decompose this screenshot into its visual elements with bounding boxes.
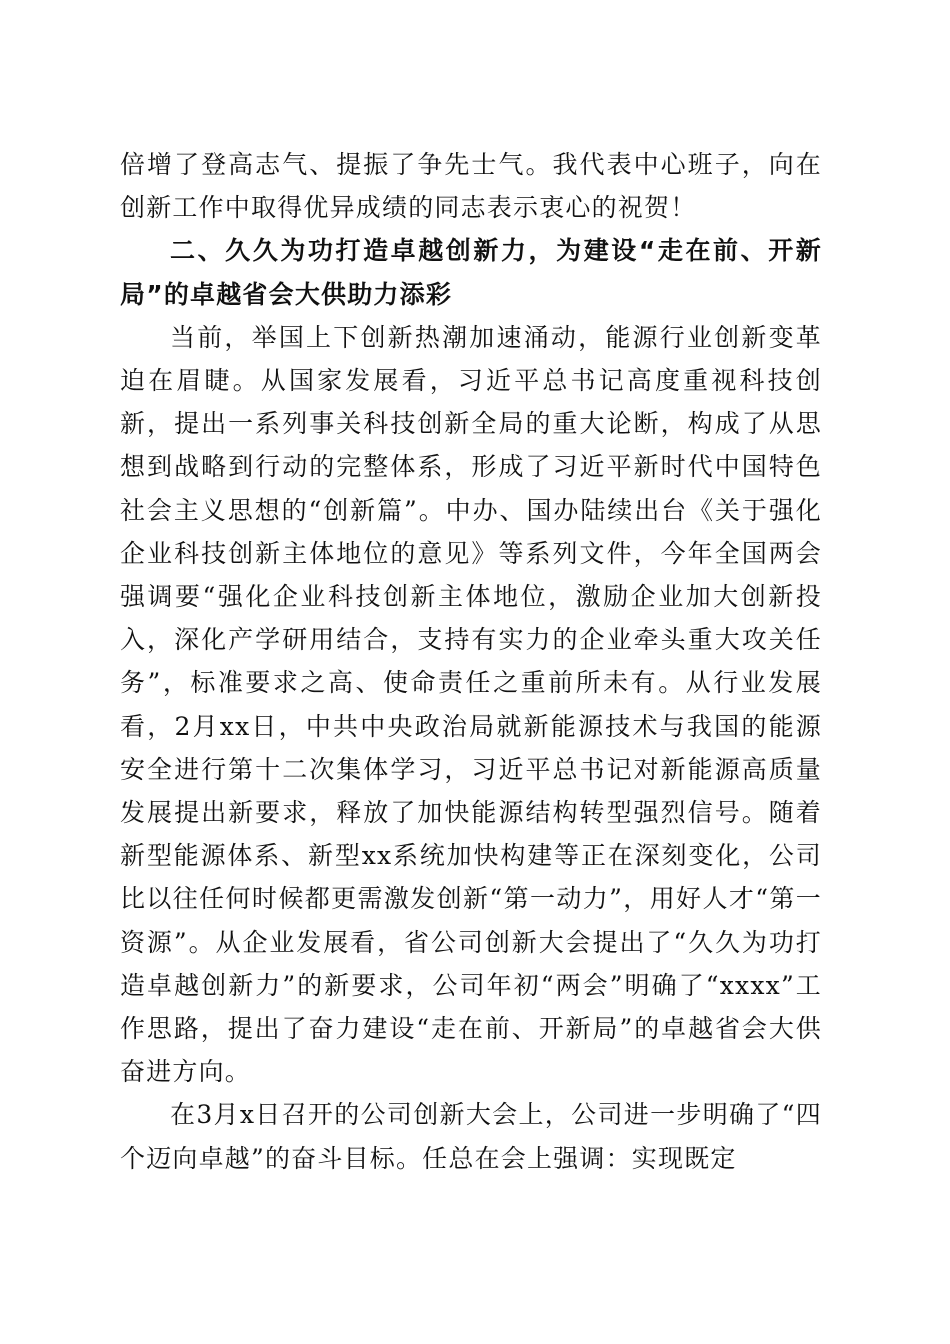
paragraph-body-2: 在3月x日召开的公司创新大会上，公司进一步明确了“四个迈向卓越”的奋斗目标。任总在会上强调：实现既定 bbox=[120, 1100, 822, 1173]
paragraph-continuation: 倍增了登高志气、提振了争先士气。我代表中心班子，向在创新工作中取得优异成绩的同志表示衷心的祝贺！ bbox=[120, 150, 822, 223]
document-page bbox=[120, 143, 822, 1180]
section-heading: 二、久久为功打造卓越创新力，为建设“走在前、开新局”的卓越省会大供助力添彩 bbox=[120, 236, 822, 309]
paragraph-body: 当前，举国上下创新热潮加速涌动，能源行业创新变革迫在眉睫。从国家发展看，习近平总书记高度重视科技创新，提出一系列事关科技创新全局的重大论断，构成了从思想到战略到行动的完整体系，形成了习近平新时代中国特色社会主义思想的“创新篇”。中办、国办陆续出台《关于强化企业科技创新主体地位的意见》等系列文件，今年全国两会强调要“强化企业科技创新主体地位，激励企业加大创新投入，深化产学研用结合，支持有实力的企业牵头重大攻关任务”，标准要求之高、使命责任之重前所未有。从行业发展看，2月xx日，中共中央政治局就新能源技术与我国的能源安全进行第十二次集体学习，习近平总书记对新能源高质量发展提出新要求，释放了加快能源结构转型强烈信号。随着新型能源体系、新型xx系统加快构建等正在深刻变化，公司比以往任何时候都更需激发创新“第一动力”，用好人才“第一资源”。从企业发展看，省公司创新大会提出了“久久为功打造卓越创新力”的新要求，公司年初“两会”明确了“xxxx”工作思路，提出了奋力建设“走在前、开新局”的卓越省会大供奋进方向。 bbox=[120, 322, 822, 1087]
